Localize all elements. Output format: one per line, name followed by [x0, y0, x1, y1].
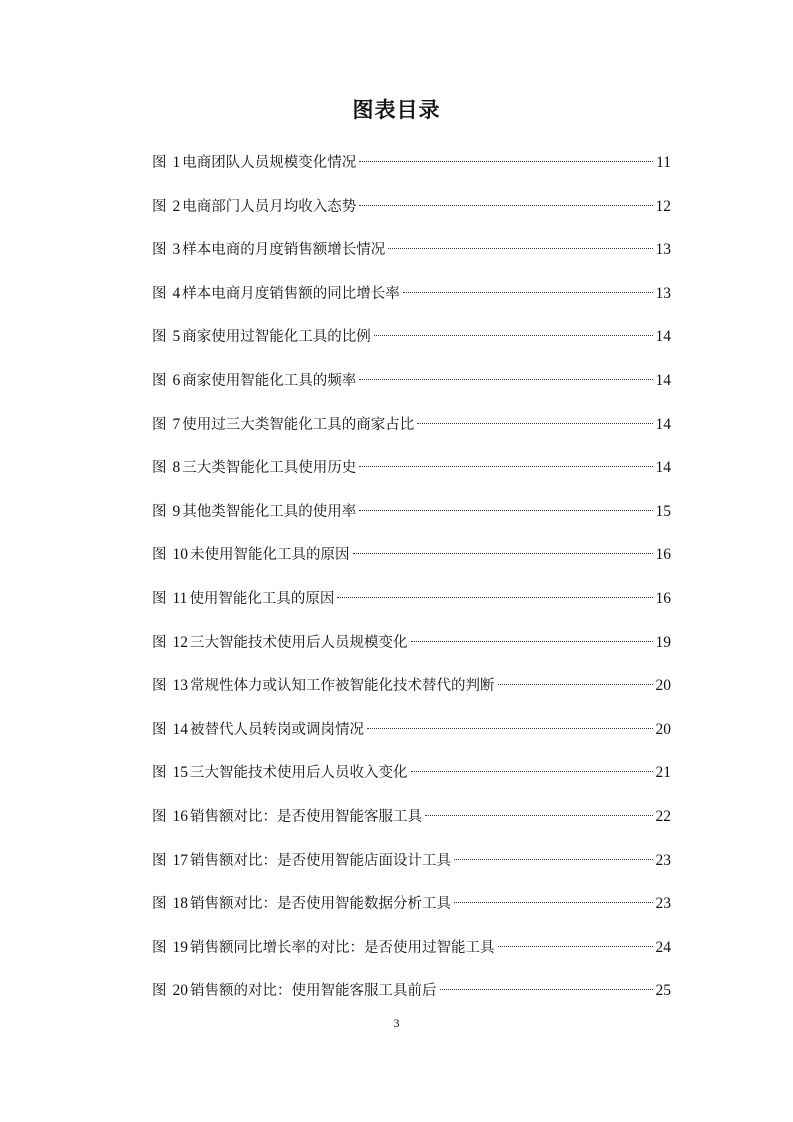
figure-prefix: 图 — [152, 852, 167, 869]
toc-page-number[interactable]: 16 — [655, 546, 671, 564]
dot-leader — [359, 466, 652, 467]
figure-number: 9 — [172, 502, 181, 520]
toc-entry-label[interactable] — [152, 281, 400, 307]
toc-page-number[interactable]: 15 — [655, 502, 671, 520]
toc-entry-label[interactable] — [152, 848, 451, 874]
toc-page-number[interactable]: 20 — [655, 720, 671, 738]
page-number: 3 — [393, 1016, 400, 1030]
toc-entry-figure-6[interactable] — [152, 368, 671, 412]
toc-page-number[interactable]: 23 — [655, 851, 671, 869]
figure-number: 3 — [172, 241, 181, 259]
figure-title: 销售额对比：是否使用智能数据分析工具 — [190, 896, 451, 913]
figure-number: 8 — [172, 459, 181, 477]
toc-page-number[interactable]: 14 — [655, 415, 671, 433]
toc-entry-figure-9[interactable] — [152, 499, 671, 543]
page-title: 图表目录 — [352, 98, 441, 122]
figure-prefix: 图 — [152, 155, 167, 171]
toc-entry-label[interactable] — [152, 368, 356, 394]
toc-entry-figure-4[interactable] — [152, 281, 671, 325]
figure-number: 13 — [172, 677, 188, 695]
dot-leader — [417, 423, 652, 424]
toc-page-number[interactable]: 14 — [655, 459, 671, 477]
toc-entry-label[interactable] — [152, 412, 414, 438]
dot-leader — [411, 641, 653, 642]
figure-prefix: 图 — [152, 460, 167, 477]
toc-entry-figure-13[interactable] — [152, 673, 671, 717]
figure-number: 16 — [172, 807, 188, 825]
figure-title: 销售额的对比：使用智能客服工具前后 — [190, 983, 437, 1000]
figure-prefix: 图 — [152, 242, 167, 259]
dot-leader — [337, 597, 652, 598]
figure-title: 未使用智能化工具的原因 — [190, 547, 350, 564]
dot-leader — [403, 292, 653, 293]
toc-page-number[interactable]: 21 — [655, 764, 671, 782]
toc-page-number[interactable]: 22 — [655, 807, 671, 825]
toc-page-number[interactable]: 14 — [655, 371, 671, 389]
figure-prefix: 图 — [152, 547, 167, 564]
figure-title: 使用过三大类智能化工具的商家占比 — [182, 416, 415, 433]
toc-entry-label[interactable] — [152, 194, 356, 220]
toc-page-number[interactable]: 13 — [655, 241, 671, 259]
figure-number: 4 — [172, 284, 181, 302]
figure-number: 19 — [172, 938, 188, 956]
toc-entry-label[interactable] — [152, 760, 408, 786]
figure-title: 样本电商的月度销售额增长情况 — [182, 242, 386, 259]
figure-title: 电商部门人员月均收入态势 — [182, 198, 357, 215]
toc-entry-label[interactable] — [152, 935, 495, 961]
dot-leader — [454, 902, 653, 903]
toc-entry-figure-8[interactable] — [152, 455, 671, 499]
dot-leader — [454, 859, 653, 860]
toc-entry-label[interactable] — [152, 717, 364, 743]
toc-entry-figure-1[interactable] — [152, 150, 671, 194]
toc-entry-figure-17[interactable] — [152, 848, 671, 892]
figure-number: 5 — [172, 328, 181, 346]
toc-page-number[interactable]: 16 — [655, 589, 671, 607]
figure-title: 销售额对比：是否使用智能店面设计工具 — [190, 852, 451, 869]
dot-leader — [498, 684, 653, 685]
figure-number: 17 — [172, 851, 188, 869]
toc-page-number[interactable]: 11 — [656, 154, 671, 171]
figure-title: 被替代人员转岗或调岗情况 — [190, 721, 364, 738]
dot-leader — [388, 248, 652, 249]
toc-entry-figure-18[interactable] — [152, 891, 671, 935]
toc-page-number[interactable]: 14 — [655, 328, 671, 346]
figure-prefix: 图 — [152, 590, 167, 607]
toc-entry-figure-7[interactable] — [152, 412, 671, 456]
figure-number: 2 — [172, 197, 181, 215]
toc-entry-figure-5[interactable] — [152, 324, 671, 368]
toc-entry-label[interactable] — [152, 324, 371, 350]
toc-entry-label[interactable] — [152, 237, 385, 263]
dot-leader — [374, 335, 653, 336]
toc-entry-figure-12[interactable] — [152, 630, 671, 674]
toc-entry-figure-19[interactable] — [152, 935, 671, 979]
figure-prefix: 图 — [152, 721, 167, 738]
figure-title: 三大智能技术使用后人员规模变化 — [190, 634, 408, 651]
figure-title: 使用智能化工具的原因 — [189, 590, 335, 607]
toc-entry-label[interactable] — [152, 542, 350, 568]
toc-entry-figure-10[interactable] — [152, 542, 671, 586]
toc-entry-label[interactable] — [152, 499, 356, 525]
dot-leader — [359, 379, 652, 380]
figure-number: 14 — [172, 720, 188, 738]
dot-leader — [411, 771, 653, 772]
dot-leader — [359, 510, 652, 511]
figure-prefix: 图 — [152, 198, 167, 215]
figure-prefix: 图 — [152, 503, 167, 520]
toc-entry-figure-2[interactable] — [152, 194, 671, 238]
figure-number: 20 — [172, 982, 188, 1000]
toc-entry-label[interactable] — [152, 586, 334, 612]
toc-page-number[interactable]: 13 — [655, 284, 671, 302]
figure-number: 1 — [172, 154, 181, 171]
figure-title: 销售额同比增长率的对比：是否使用过智能工具 — [190, 939, 495, 956]
figure-prefix: 图 — [152, 416, 167, 433]
figure-prefix: 图 — [152, 808, 167, 825]
figure-prefix: 图 — [152, 372, 167, 389]
dot-leader — [425, 815, 653, 816]
figure-number: 15 — [172, 764, 188, 782]
figure-number: 12 — [172, 633, 188, 651]
dot-leader — [498, 946, 653, 947]
toc-page-number[interactable]: 24 — [655, 938, 671, 956]
toc-page-number[interactable]: 23 — [655, 895, 671, 913]
toc-entry-figure-16[interactable] — [152, 804, 671, 848]
figure-number: 11 — [172, 589, 188, 607]
dot-leader — [359, 161, 653, 162]
toc-entry-figure-14[interactable] — [152, 717, 671, 761]
dot-leader — [353, 553, 653, 554]
figure-number: 18 — [172, 895, 188, 913]
figure-prefix: 图 — [152, 678, 167, 695]
figure-prefix: 图 — [152, 329, 167, 346]
table-of-figures — [152, 150, 671, 1022]
toc-entry-label[interactable] — [152, 804, 422, 830]
figure-number: 10 — [172, 546, 188, 564]
dot-leader — [359, 205, 652, 206]
figure-prefix: 图 — [152, 896, 167, 913]
figure-title: 样本电商月度销售额的同比增长率 — [182, 285, 400, 302]
toc-entry-figure-3[interactable] — [152, 237, 671, 281]
toc-entry-label[interactable] — [152, 978, 437, 1004]
figure-prefix: 图 — [152, 634, 167, 651]
figure-number: 7 — [172, 415, 181, 433]
toc-entry-label[interactable] — [152, 150, 356, 176]
dot-leader — [440, 989, 653, 990]
figure-title: 商家使用过智能化工具的比例 — [182, 329, 371, 346]
figure-title: 常规性体力或认知工作被智能化技术替代的判断 — [190, 678, 495, 695]
figure-title: 三大类智能化工具使用历史 — [182, 460, 357, 477]
figure-title: 其他类智能化工具的使用率 — [182, 503, 357, 520]
figure-prefix: 图 — [152, 765, 167, 782]
toc-page-number[interactable]: 20 — [655, 677, 671, 695]
figure-title: 商家使用智能化工具的频率 — [182, 372, 357, 389]
toc-page-number[interactable]: 12 — [655, 197, 671, 215]
toc-entry-figure-15[interactable] — [152, 760, 671, 804]
figure-number: 6 — [172, 371, 181, 389]
figure-prefix: 图 — [152, 285, 167, 302]
figure-title: 电商团队人员规模变化情况 — [182, 155, 357, 171]
toc-entry-label[interactable] — [152, 455, 356, 481]
toc-page-number[interactable]: 25 — [655, 982, 671, 1000]
toc-entry-label[interactable] — [152, 673, 495, 699]
dot-leader — [367, 728, 653, 729]
toc-entry-label[interactable] — [152, 630, 408, 656]
toc-entry-label[interactable] — [152, 891, 451, 917]
figure-prefix: 图 — [152, 939, 167, 956]
toc-page-number[interactable]: 19 — [655, 633, 671, 651]
figure-title: 销售额对比：是否使用智能客服工具 — [190, 808, 422, 825]
figure-prefix: 图 — [152, 983, 167, 1000]
toc-entry-figure-11[interactable] — [152, 586, 671, 630]
figure-title: 三大智能技术使用后人员收入变化 — [190, 765, 408, 782]
